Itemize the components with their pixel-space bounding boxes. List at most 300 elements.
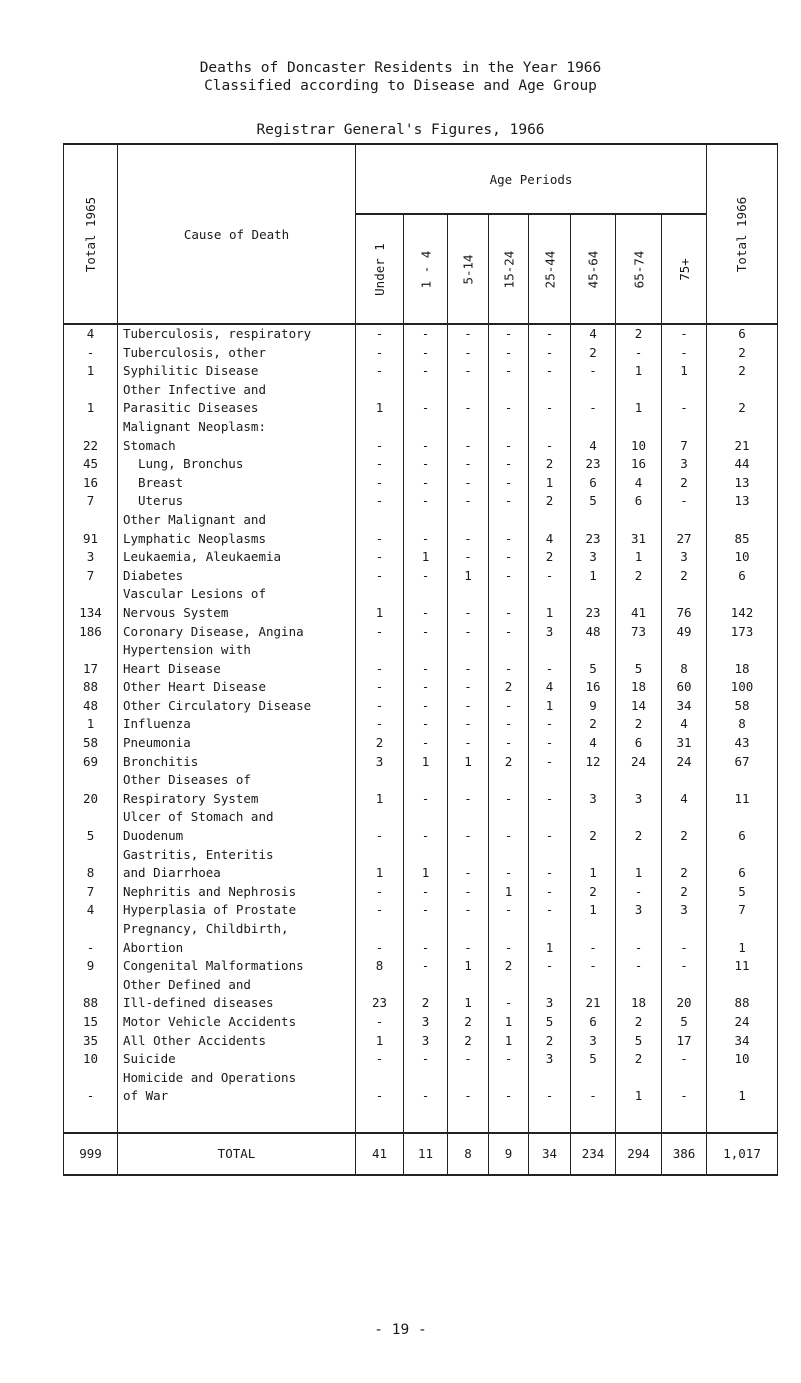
age-value-cell: - [662,492,707,511]
age-value-cell: - [529,808,571,845]
age-value-cell: 1 [529,474,571,493]
cause-text: Suicide [123,1051,176,1067]
age-value-cell: - [448,474,489,493]
header-age-1: 1 - 4 [404,214,448,324]
age-value-cell: - [448,641,489,678]
total-1965-cell: 88 [64,678,118,697]
age-value-cell: - [489,641,529,678]
age-value-cell: 73 [616,623,662,642]
age-value-cell: - [404,567,448,586]
cause-cell [118,548,356,567]
total-1965-cell: 16 [64,474,118,493]
cause-text: Influenza [123,716,191,732]
total-1966-cell: 7 [707,901,778,920]
age-value-cell: - [404,344,448,363]
total-1966-cell: 142 [707,585,778,622]
age-value-cell: - [529,418,571,455]
cause-cell [118,901,356,920]
age-value-cell: - [356,901,404,920]
age-value-cell: 3 [356,753,404,772]
table-row [64,753,778,772]
age-value-cell: 1 [616,548,662,567]
header-age-6: 65-74 [616,214,662,324]
total-1965-cell: 58 [64,734,118,753]
spacer-row [64,1106,778,1133]
table-row [64,1069,778,1106]
table-row [64,957,778,976]
total-1966-cell: 44 [707,455,778,474]
age-value-cell: - [404,324,448,344]
cause-text: Heart Disease [123,660,221,676]
age-value-cell: - [448,678,489,697]
table-row [64,381,778,418]
age-value-cell: - [404,957,448,976]
age-total-cell: 41 [356,1133,404,1175]
cause-cell [118,585,356,622]
cause-text: of War [123,1088,169,1104]
cause-text: Parasitic Diseases [123,400,259,416]
age-value-cell: - [404,883,448,902]
cause-cell [118,344,356,363]
total-1966-cell: 34 [707,1032,778,1051]
age-value-cell: 2 [356,734,404,753]
age-value-cell: - [662,920,707,957]
total-1965-cell: 48 [64,697,118,716]
table-row [64,1013,778,1032]
total-1965-cell: - [64,344,118,363]
age-total-cell: 8 [448,1133,489,1175]
age-value-cell: 41 [616,585,662,622]
cause-cell [118,976,356,1013]
age-value-cell: - [404,715,448,734]
header-total-1966: Total 1966 [707,144,778,324]
age-value-cell: - [448,920,489,957]
age-value-cell: 27 [662,511,707,548]
age-value-cell: - [529,641,571,678]
age-value-cell: 1 [529,920,571,957]
age-value-cell: - [448,883,489,902]
age-value-cell: - [356,920,404,957]
cause-text: Lung, Bronchus [138,456,244,472]
age-value-cell: 2 [616,1050,662,1069]
age-value-cell: 3 [571,548,616,567]
age-value-cell: - [662,344,707,363]
age-value-cell: - [448,623,489,642]
age-value-cell: - [489,548,529,567]
age-value-cell: - [356,474,404,493]
age-value-cell: - [448,492,489,511]
age-value-cell: - [489,362,529,381]
age-value-cell: 2 [529,455,571,474]
cause-cell [118,697,356,716]
header-age-3: 15-24 [489,214,529,324]
total-1966-cell: 13 [707,474,778,493]
total-1965-cell: 1 [64,715,118,734]
age-value-cell: - [448,808,489,845]
total-1966-cell: 21 [707,418,778,455]
age-value-cell: - [448,771,489,808]
age-value-cell: - [356,362,404,381]
age-value-cell: - [571,957,616,976]
table-row [64,567,778,586]
cause-cell [118,678,356,697]
age-value-cell: - [489,511,529,548]
age-total-cell: 294 [616,1133,662,1175]
age-value-cell: - [404,1069,448,1106]
total-1966-cell: 1,017 [707,1133,778,1175]
age-value-cell: - [489,492,529,511]
table-row [64,641,778,678]
age-value-cell: - [356,1050,404,1069]
age-value-cell: - [662,957,707,976]
cause-text: Malignant Neoplasm: [123,418,266,434]
age-value-cell: - [616,344,662,363]
cause-text: Lymphatic Neoplasms [123,530,266,546]
age-value-cell: 5 [662,1013,707,1032]
age-value-cell: 1 [356,1032,404,1051]
age-value-cell: 1 [571,567,616,586]
age-value-cell: 8 [662,641,707,678]
age-value-cell: - [404,455,448,474]
age-value-cell: 2 [448,1032,489,1051]
cause-text: Nephritis and Nephrosis [123,883,297,899]
age-value-cell: 24 [662,753,707,772]
total-1965-cell: 17 [64,641,118,678]
total-1965-cell: 8 [64,846,118,883]
age-value-cell: - [489,715,529,734]
cause-cell [118,1050,356,1069]
age-value-cell: 1 [616,362,662,381]
age-value-cell: - [571,920,616,957]
table-row [64,976,778,1013]
age-value-cell: 9 [571,697,616,716]
cause-text: Congenital Malformations [123,958,304,974]
cause-text: Pregnancy, Childbirth, [123,921,289,936]
age-value-cell: - [571,362,616,381]
header-age-7: 75+ [662,214,707,324]
cause-cell [118,808,356,845]
total-1965-cell: 5 [64,808,118,845]
age-total-cell: 11 [404,1133,448,1175]
age-value-cell: 5 [571,641,616,678]
age-value-cell: - [356,492,404,511]
cause-cell [118,567,356,586]
age-value-cell: - [356,324,404,344]
cause-text: Vascular Lesions of [123,586,266,602]
total-1966-cell: 85 [707,511,778,548]
age-value-cell: 6 [571,1013,616,1032]
total-1966-cell: 2 [707,344,778,363]
age-value-cell: 23 [356,976,404,1013]
age-value-cell: 1 [489,883,529,902]
age-value-cell: 2 [404,976,448,1013]
age-value-cell: - [489,771,529,808]
cause-cell [118,753,356,772]
age-value-cell: 3 [404,1013,448,1032]
cause-text: Leukaemia, Aleukaemia [123,549,282,565]
total-1966-cell: 6 [707,324,778,344]
total-1965-cell: 999 [64,1133,118,1175]
total-1965-cell: 10 [64,1050,118,1069]
cause-text: Coronary Disease, Angina [123,623,304,639]
age-value-cell: 8 [356,957,404,976]
age-value-cell: - [489,1050,529,1069]
total-1965-cell: 4 [64,901,118,920]
table-row [64,883,778,902]
table-row [64,678,778,697]
age-value-cell: 2 [571,344,616,363]
age-value-cell: - [448,455,489,474]
age-value-cell: - [529,846,571,883]
table-row [64,474,778,493]
total-1966-cell: 13 [707,492,778,511]
cause-text: Other Infective and [123,381,266,397]
age-value-cell: - [404,362,448,381]
cause-cell [118,734,356,753]
age-value-cell: - [489,474,529,493]
age-value-cell: - [529,901,571,920]
age-value-cell: - [356,808,404,845]
age-value-cell: - [529,734,571,753]
age-value-cell: - [448,324,489,344]
age-value-cell: - [404,808,448,845]
age-value-cell: 2 [529,492,571,511]
age-value-cell: 10 [616,418,662,455]
age-value-cell: 31 [616,511,662,548]
age-value-cell: - [448,1050,489,1069]
age-value-cell: 4 [571,734,616,753]
age-value-cell: 3 [662,901,707,920]
age-value-cell: 5 [571,1050,616,1069]
age-value-cell: - [489,734,529,753]
total-1966-cell: 1 [707,920,778,957]
age-value-cell: - [356,1069,404,1106]
age-value-cell: 14 [616,697,662,716]
age-value-cell: - [662,1069,707,1106]
cause-cell [118,474,356,493]
cause-text: Tuberculosis, other [123,344,266,360]
age-value-cell: - [489,808,529,845]
age-value-cell: 4 [662,715,707,734]
table-row [64,492,778,511]
age-value-cell: - [489,567,529,586]
cause-cell [118,492,356,511]
total-1966-cell: 100 [707,678,778,697]
age-value-cell: 2 [616,808,662,845]
report-subtitle: Registrar General's Figures, 1966 [256,122,545,138]
header-age-2: 5-14 [448,214,489,324]
age-value-cell: - [448,901,489,920]
age-value-cell: - [356,715,404,734]
age-value-cell: - [356,455,404,474]
cause-cell [118,381,356,418]
cause-text: Hyperplasia of Prostate [123,902,297,918]
age-value-cell: 1 [571,901,616,920]
cause-cell [118,641,356,678]
cause-text: Ulcer of Stomach and [123,809,274,825]
age-value-cell: - [404,678,448,697]
age-value-cell: - [404,920,448,957]
age-value-cell: 1 [356,585,404,622]
report-title-line-2: Classified according to Disease and Age Group [204,78,597,94]
age-value-cell: - [356,697,404,716]
age-value-cell: 4 [571,418,616,455]
age-value-cell: - [616,957,662,976]
total-1965-cell: - [64,920,118,957]
total-1965-cell: 7 [64,567,118,586]
age-value-cell: 1 [448,753,489,772]
cause-cell [118,1032,356,1051]
cause-text: Other Circulatory Disease [123,697,312,713]
age-value-cell: 18 [616,678,662,697]
age-value-cell: 4 [662,771,707,808]
age-value-cell: - [356,567,404,586]
age-value-cell: 6 [616,734,662,753]
age-value-cell: 21 [571,976,616,1013]
age-value-cell: - [448,734,489,753]
age-value-cell: 7 [662,418,707,455]
age-value-cell: - [404,734,448,753]
total-1966-cell: 6 [707,808,778,845]
table-row [64,808,778,845]
cause-text: Pneumonia [123,735,191,751]
age-value-cell: 2 [571,808,616,845]
total-row [64,1133,778,1175]
cause-text: Motor Vehicle Accidents [123,1013,297,1029]
age-value-cell: 49 [662,623,707,642]
table-row [64,548,778,567]
age-value-cell: 3 [571,1032,616,1051]
age-value-cell: 3 [529,1050,571,1069]
total-1966-cell: 43 [707,734,778,753]
age-value-cell: - [489,1069,529,1106]
age-value-cell: 2 [662,846,707,883]
age-value-cell: 17 [662,1032,707,1051]
age-value-cell: - [529,324,571,344]
age-value-cell: 3 [571,771,616,808]
age-value-cell: 2 [662,808,707,845]
age-value-cell: - [356,678,404,697]
age-value-cell: - [529,344,571,363]
age-value-cell: - [448,1069,489,1106]
age-value-cell: - [356,344,404,363]
age-value-cell: 1 [489,1032,529,1051]
age-value-cell: 5 [616,641,662,678]
page-number: - 19 - [374,1322,427,1338]
age-value-cell: 1 [616,846,662,883]
age-value-cell: - [529,1069,571,1106]
table-row [64,324,778,344]
cause-cell [118,920,356,957]
age-value-cell: - [571,1069,616,1106]
age-value-cell: - [448,697,489,716]
age-value-cell: - [448,715,489,734]
age-value-cell: 3 [616,901,662,920]
age-value-cell: 1 [616,1069,662,1106]
cause-cell [118,1069,356,1106]
age-value-cell: - [616,883,662,902]
age-value-cell: - [571,381,616,418]
age-value-cell: 1 [529,697,571,716]
age-value-cell: - [489,418,529,455]
table-row [64,344,778,363]
age-value-cell: - [448,846,489,883]
cause-text: and Diarrhoea [123,865,221,881]
cause-cell [118,1013,356,1032]
age-total-cell: 234 [571,1133,616,1175]
cause-text: Homicide and Operations [123,1069,297,1085]
age-value-cell: - [529,715,571,734]
header-cause-of-death: Cause of Death [118,144,356,324]
cause-cell [118,418,356,455]
age-value-cell: 60 [662,678,707,697]
age-value-cell: 3 [404,1032,448,1051]
age-value-cell: 3 [616,771,662,808]
total-1965-cell: 186 [64,623,118,642]
age-value-cell: - [529,381,571,418]
age-value-cell: 2 [529,1032,571,1051]
total-1965-cell: 69 [64,753,118,772]
header-age-0: Under 1 [356,214,404,324]
table-row [64,846,778,883]
cause-text: Stomach [123,437,176,453]
cause-text: Other Heart Disease [123,679,266,695]
age-total-cell: 34 [529,1133,571,1175]
age-value-cell: - [404,771,448,808]
total-1966-cell: 10 [707,548,778,567]
cause-cell [118,455,356,474]
total-1966-cell: 18 [707,641,778,678]
total-1965-cell: 20 [64,771,118,808]
cause-text: Hypertension with [123,642,251,658]
table-row [64,455,778,474]
age-value-cell: 2 [616,715,662,734]
cause-cell [118,324,356,344]
total-1965-cell: 91 [64,511,118,548]
total-1966-cell: 6 [707,846,778,883]
age-value-cell: 1 [356,846,404,883]
total-1966-cell: 11 [707,771,778,808]
total-1966-cell: 10 [707,1050,778,1069]
age-value-cell: 48 [571,623,616,642]
table-row [64,1050,778,1069]
age-value-cell: 2 [662,883,707,902]
age-value-cell: 2 [489,753,529,772]
age-value-cell: 1 [571,846,616,883]
total-1965-cell: 7 [64,883,118,902]
age-value-cell: - [404,492,448,511]
age-value-cell: - [356,641,404,678]
age-value-cell: 3 [529,623,571,642]
age-value-cell: 1 [616,381,662,418]
table-row [64,623,778,642]
cause-cell [118,957,356,976]
age-value-cell: - [448,418,489,455]
total-1966-cell: 1 [707,1069,778,1106]
age-value-cell: 2 [571,715,616,734]
cause-cell [118,771,356,808]
cause-text: Uterus [138,493,184,509]
age-value-cell: 3 [662,455,707,474]
cause-cell [118,623,356,642]
table-row [64,734,778,753]
table-row [64,715,778,734]
cause-text: Breast [138,474,184,490]
age-value-cell: - [529,883,571,902]
age-value-cell: 34 [662,697,707,716]
age-value-cell: 23 [571,455,616,474]
age-value-cell: - [489,920,529,957]
